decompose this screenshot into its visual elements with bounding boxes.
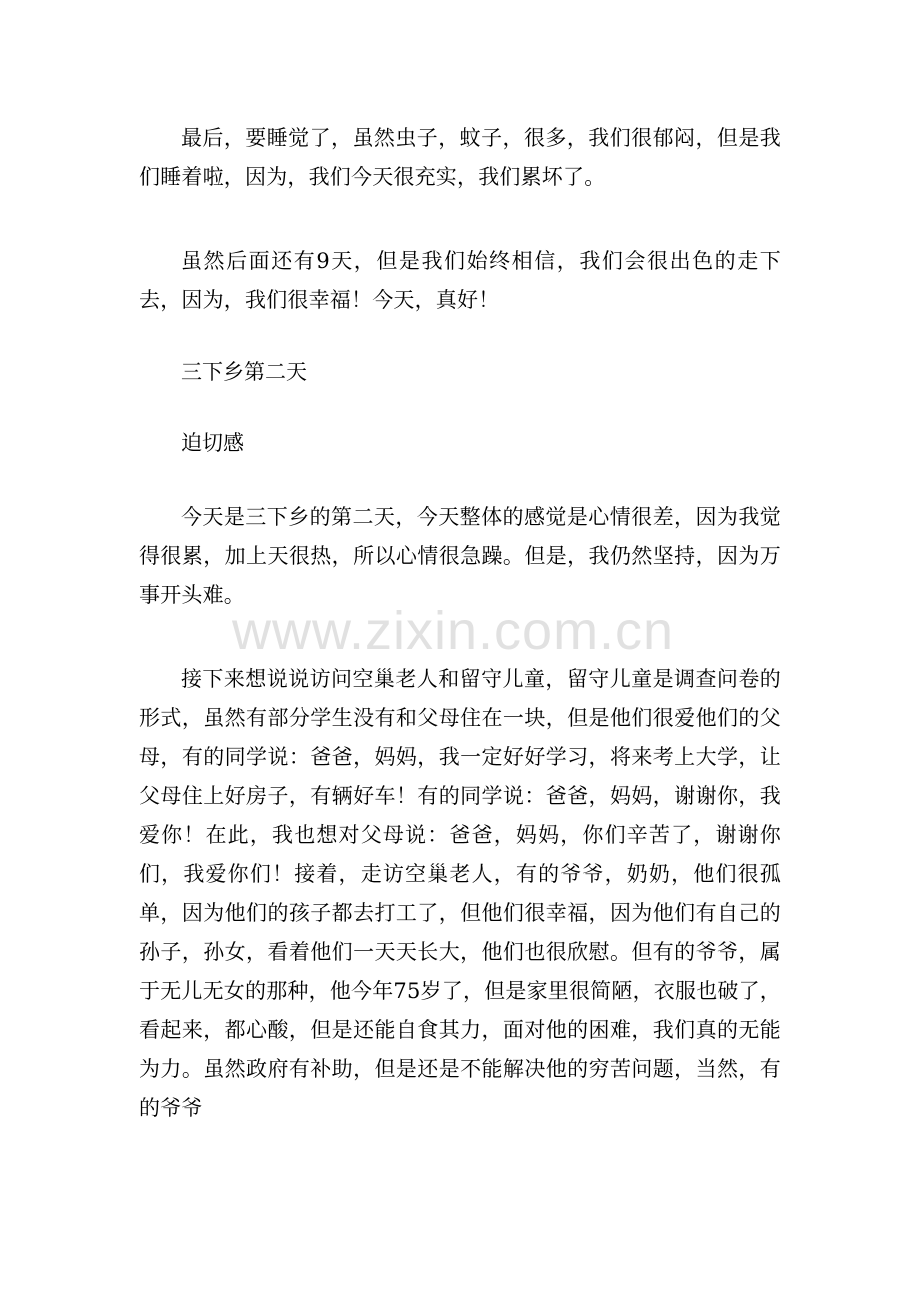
section-subtitle: 迫切感 [181,431,244,455]
section-title: 三下乡第二天 [181,360,307,384]
paragraph: 今天是三下乡的第二天，今天整体的感觉是心情很差，因为我觉得很累，加上天很热，所以心情很急躁。但是，我仍然坚持，因为万事开头难。 [139,505,781,607]
paragraph: 虽然后面还有9天，但是我们始终相信，我们会很出色的走下去，因为，我们很幸福！今天，真好！ [139,249,781,312]
paragraph: 接下来想说说访问空巢老人和留守儿童，留守儿童是调查问卷的形式，虽然有部分学生没有和父母住在一块，但是他们很爱他们的父母，有的同学说：爸爸，妈妈，我一定好好学习，将来考上大学，让父母住上好房子，有辆好车！有的同学说：爸爸，妈妈，谢谢你，我爱你！在此，我也想对父母说：爸爸，妈妈，你们辛苦了，谢谢你们，我爱你们！接着，走访空巢老人，有的爷爷，奶奶，他们很孤单，因为他们的孩子都去打工了，但他们很幸福，因为他们有自己的孙子，孙女，看着他们一天天长大，他们也很欣慰。但有的爷爷，属于无儿无女的那种，他今年75岁了，但是家里很简陋，衣服也破了，看起来，都心酸，但是还能自食其力，面对他的困难，我们真的无能为力。虽然政府有补助，但是还是不能解决他的穷苦问题，当然，有的爷爷 [139,667,781,1120]
paragraph: 最后，要睡觉了，虽然虫子，蚊子，很多，我们很郁闷，但是我们睡着啦，因为，我们今天很充实，我们累坏了。 [139,126,781,189]
watermark: www.zixin.com.cn [232,601,675,661]
